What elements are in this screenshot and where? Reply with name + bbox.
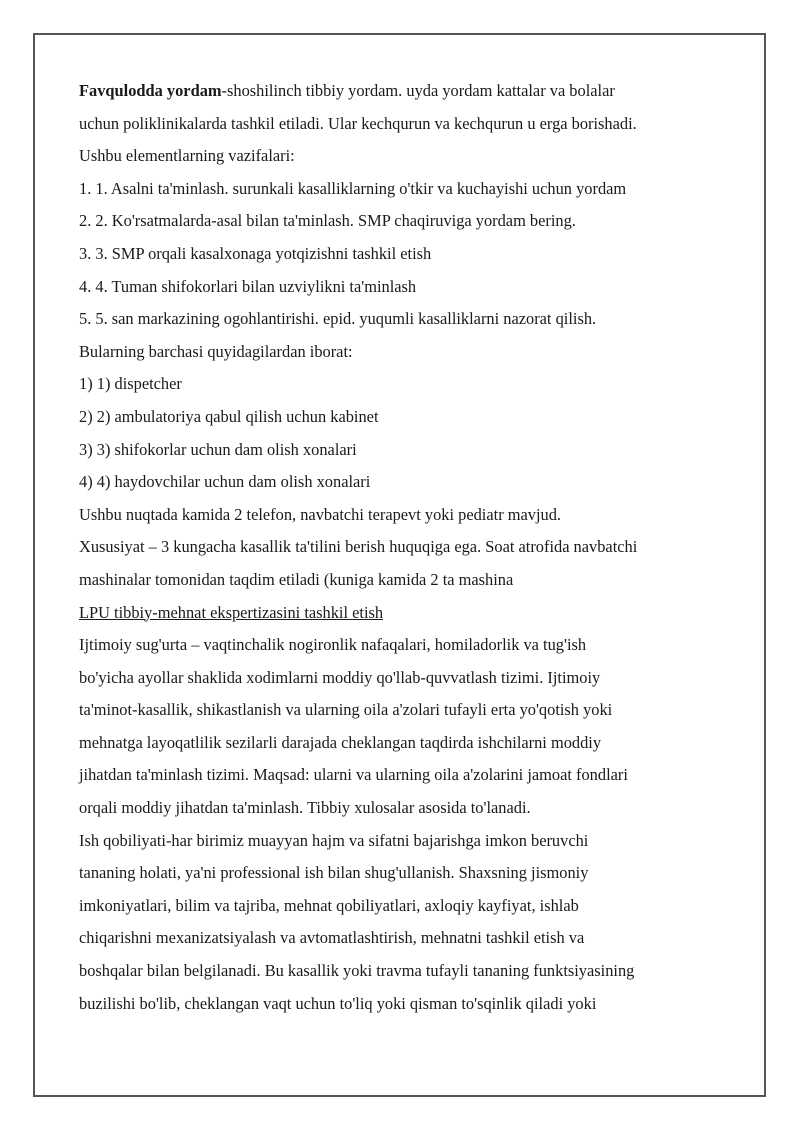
- task-item-1: 1. 1. Asalni ta'minlash. surunkali kasalliklarning o'tkir va kuchayishi uchun yordam: [79, 178, 627, 198]
- paragraph-1-line-1: [79, 75, 739, 108]
- paragraph-4-line-6: buzilishi bo'lib, cheklangan vaqt uchun to'liq yoki qisman to'sqinlik qiladi yoki: [79, 993, 597, 1013]
- paragraph-1-line-1-rest: -shoshilinch tibbiy yordam. uyda yordam kattalar va bolalar: [221, 81, 615, 100]
- page-frame: [33, 33, 766, 1097]
- paragraph-3-line-2: bo'yicha ayollar shaklida xodimlarni moddiy qo'llab-quvvatlash tizimi. Ijtimoiy: [79, 667, 601, 687]
- document-body: [79, 75, 739, 1020]
- task-item-2: 2. 2. Ko'rsatmalarda-asal bilan ta'minlash. SMP chaqiruviga yordam bering.: [79, 211, 576, 231]
- paragraph-2-line-3: mashinalar tomonidan taqdim etiladi (kuniga kamida 2 ta mashina: [79, 569, 514, 589]
- paragraph-4-line-1: Ish qobiliyati-har birimiz muayyan hajm va sifatni bajarishga imkon beruvchi: [79, 830, 589, 850]
- paragraph-4-line-3: imkoniyatlari, bilim va tajriba, mehnat qobiliyatlari, axloqiy kayfiyat, ishlab: [79, 895, 579, 915]
- component-item-4: 4) 4) haydovchilar uchun dam olish xonalari: [79, 472, 371, 492]
- paragraph-3-line-5: jihatdan ta'minlash tizimi. Maqsad: ularni va ularning oila a'zolarini jamoat fondlari: [79, 765, 628, 785]
- task-item-5: 5. 5. san markazining ogohlantirishi. epid. yuqumli kasalliklarni nazorat qilish.: [79, 309, 597, 329]
- paragraph-3-line-1: Ijtimoiy sug'urta – vaqtinchalik nogironlik nafaqalari, homiladorlik va tug'ish: [79, 635, 587, 655]
- paragraph-3-line-6: orqali moddiy jihatdan ta'minlash. Tibbiy xulosalar asosida to'lanadi.: [79, 798, 531, 818]
- paragraph-3-line-4: mehnatga layoqatlilik sezilarli darajada cheklangan taqdirda ishchilarni moddiy: [79, 732, 602, 752]
- paragraph-2-line-1: Ushbu nuqtada kamida 2 telefon, navbatchi terapevt yoki pediatr mavjud.: [79, 504, 562, 524]
- task-item-3: 3. 3. SMP orqali kasalxonaga yotqizishni tashkil etish: [79, 243, 432, 263]
- section-heading: LPU tibbiy-mehnat ekspertizasini tashkil etish: [79, 602, 384, 622]
- component-item-1: 1) 1) dispetcher: [79, 374, 182, 394]
- paragraph-4-line-2: tananing holati, ya'ni professional ish bilan shug'ullanish. Shaxsning jismoniy: [79, 863, 589, 883]
- composition-intro: Bularning barchasi quyidagilardan iborat:: [79, 341, 353, 361]
- component-item-2: 2) 2) ambulatoriya qabul qilish uchun kabinet: [79, 406, 379, 426]
- term-heading: Favqulodda yordam: [79, 81, 222, 100]
- paragraph-2-line-2: Xususiyat – 3 kungacha kasallik ta'tilini berish huquqiga ega. Soat atrofida navbatchi: [79, 537, 638, 557]
- task-item-4: 4. 4. Tuman shifokorlari bilan uzviylikni ta'minlash: [79, 276, 417, 296]
- paragraph-3-line-3: ta'minot-kasallik, shikastlanish va ularning oila a'zolari tufayli erta yo'qotish yoki: [79, 700, 613, 720]
- paragraph-1-line-2: uchun poliklinikalarda tashkil etiladi. Ular kechqurun va kechqurun u erga borishadi.: [79, 113, 637, 133]
- paragraph-4-line-4: chiqarishni mexanizatsiyalash va avtomatlashtirish, mehnatni tashkil etish va: [79, 928, 585, 948]
- paragraph-4-line-5: boshqalar bilan belgilanadi. Bu kasallik yoki travma tufayli tananing funktsiyasining: [79, 961, 635, 981]
- component-item-3: 3) 3) shifokorlar uchun dam olish xonalari: [79, 439, 357, 459]
- paragraph-1-line-3: Ushbu elementlarning vazifalari:: [79, 146, 295, 166]
